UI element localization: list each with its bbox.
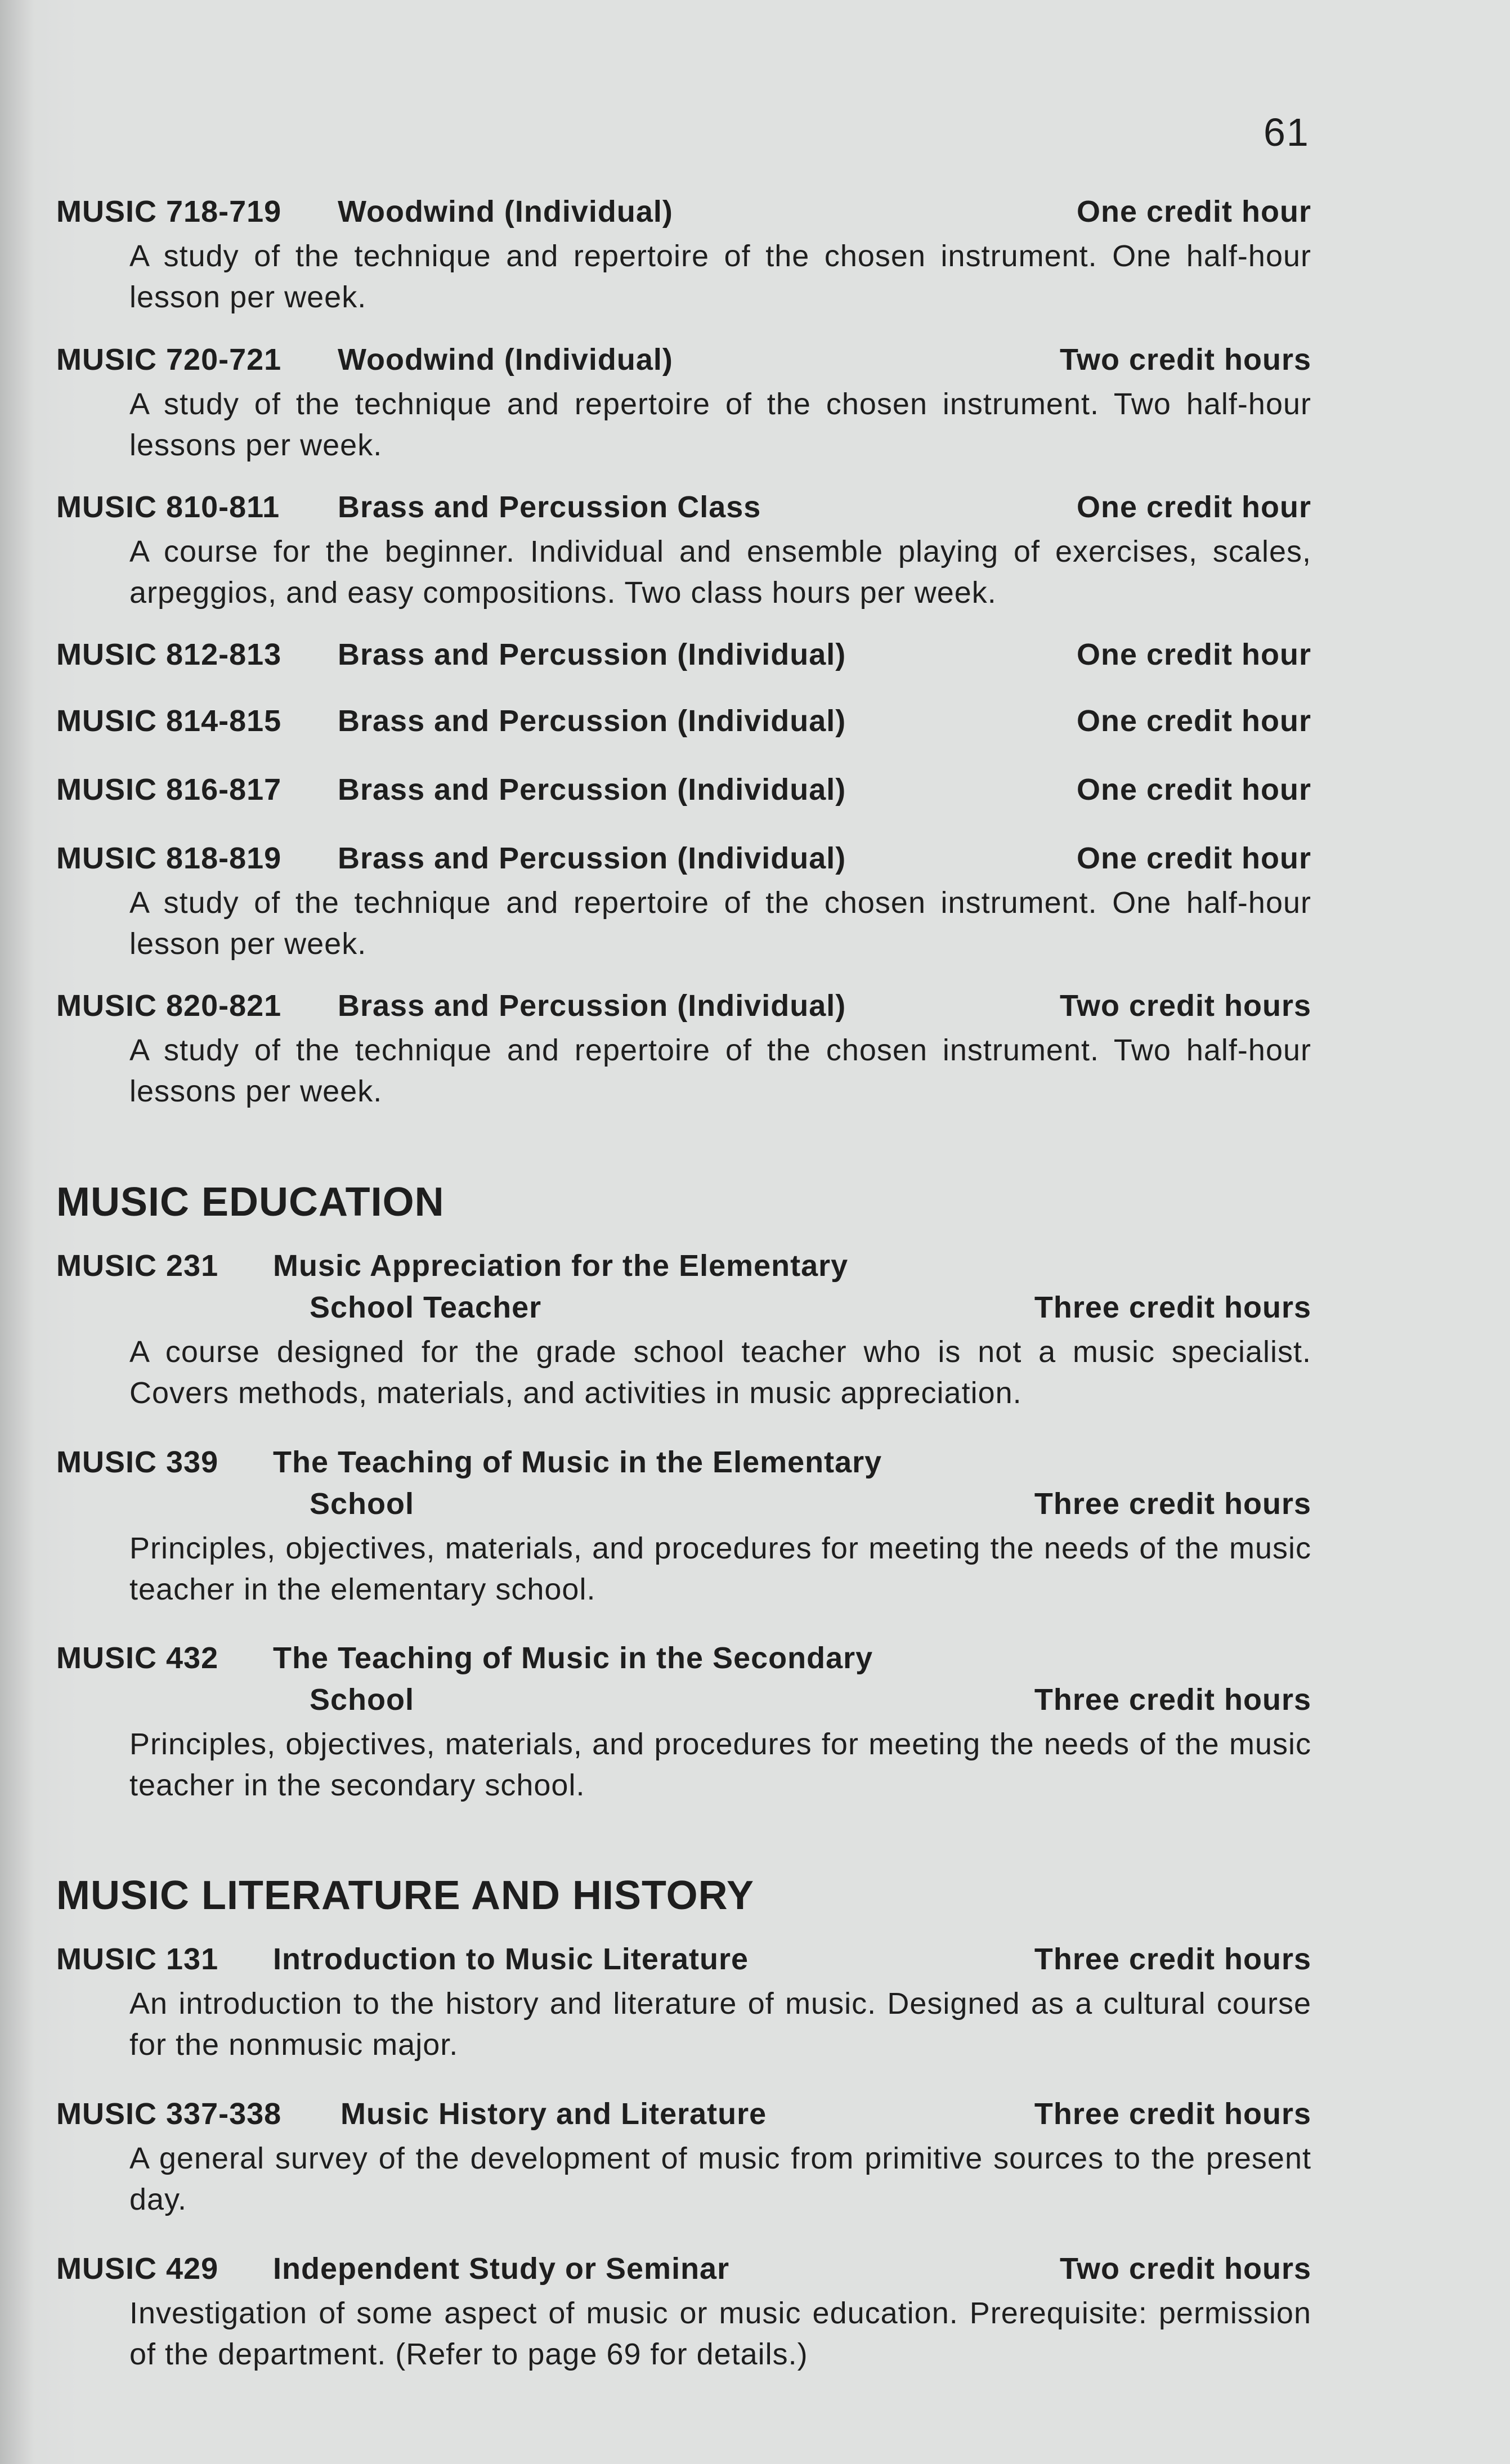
course-heading (56, 490, 1311, 531)
course-description: Investigation of some aspect of music or music education. Prerequisite: permission of the department. (Refer to page 69 for details.) (129, 2296, 1311, 2371)
course-credits: Three credit hours (1034, 2097, 1311, 2131)
course-credits: Two credit hours (1059, 2252, 1311, 2286)
course-code: MUSIC 818-819 (56, 841, 282, 875)
course-name-continued: School (310, 1487, 415, 1521)
course-entry (56, 1248, 1311, 1414)
course-entry (56, 490, 1311, 613)
course-heading (56, 1445, 1311, 1486)
course-credits: One credit hour (1076, 490, 1311, 524)
course-name: Brass and Percussion (Individual) (338, 638, 846, 671)
course-name: Brass and Percussion (Individual) (338, 841, 846, 875)
page-number: 61 (1263, 110, 1310, 154)
course-credits: One credit hour (1076, 841, 1311, 875)
section-title-music-literature: MUSIC LITERATURE AND HISTORY (56, 1873, 755, 1918)
course-credits: One credit hour (1076, 638, 1311, 671)
course-heading-line2 (56, 1486, 1311, 1528)
course-name: Woodwind (Individual) (338, 343, 673, 377)
course-entry (56, 1445, 1311, 1610)
course-heading (56, 772, 1311, 814)
course-description: Principles, objectives, materials, and procedures for meeting the needs of the music teacher in the elementary school. (129, 1531, 1311, 1606)
course-name: Introduction to Music Literature (273, 1942, 749, 1976)
course-code: MUSIC 816-817 (56, 773, 282, 807)
course-entry (56, 704, 1311, 745)
course-entry (56, 637, 1311, 679)
course-credits: Three credit hours (1034, 1942, 1311, 1976)
course-name: Brass and Percussion (Individual) (338, 773, 846, 807)
course-entry (56, 194, 1311, 318)
course-description: A general survey of the development of music from primitive sources to the present day. (129, 2142, 1311, 2216)
course-entry (56, 988, 1311, 1112)
course-heading (56, 1248, 1311, 1290)
course-heading (56, 988, 1311, 1030)
course-code: MUSIC 131 (56, 1942, 219, 1976)
course-heading-line2 (56, 1682, 1311, 1724)
course-heading (56, 2251, 1311, 2293)
course-heading-line2 (56, 1290, 1311, 1332)
course-heading (56, 194, 1311, 236)
course-name: Brass and Percussion Class (338, 490, 761, 524)
course-name-continued: School Teacher (310, 1291, 542, 1324)
course-name: Brass and Percussion (Individual) (338, 989, 846, 1023)
course-credits: Two credit hours (1059, 989, 1311, 1023)
course-name: The Teaching of Music in the Elementary (273, 1445, 882, 1479)
section-title-music-education: MUSIC EDUCATION (56, 1180, 445, 1225)
course-code: MUSIC 339 (56, 1445, 219, 1479)
course-description: A course for the beginner. Individual and ensemble playing of exercises, scales, arpeggios, and easy compositions. Two class hours per week. (129, 535, 1311, 610)
course-heading (56, 1942, 1311, 1983)
course-entry (56, 2251, 1311, 2375)
course-entry (56, 1942, 1311, 2066)
course-credits: Three credit hours (1034, 1683, 1311, 1717)
course-code: MUSIC 718-719 (56, 195, 282, 229)
course-description: An introduction to the history and literature of music. Designed as a cultural course for the nonmusic major. (129, 1987, 1311, 2062)
course-name: Brass and Percussion (Individual) (338, 704, 846, 738)
course-entry (56, 841, 1311, 965)
course-code: MUSIC 432 (56, 1641, 219, 1675)
course-code: MUSIC 812-813 (56, 638, 282, 671)
course-credits: One credit hour (1076, 773, 1311, 807)
course-heading (56, 342, 1311, 384)
course-name: The Teaching of Music in the Secondary (273, 1641, 873, 1675)
course-description: A study of the technique and repertoire of the chosen instrument. Two half-hour lessons per week. (129, 387, 1311, 462)
course-heading (56, 1641, 1311, 1682)
course-code: MUSIC 810-811 (56, 490, 280, 524)
course-entry (56, 342, 1311, 466)
course-description: A study of the technique and repertoire of the chosen instrument. One half-hour lesson per week. (129, 886, 1311, 961)
course-code: MUSIC 814-815 (56, 704, 282, 738)
course-credits: Three credit hours (1034, 1291, 1311, 1324)
course-name: Woodwind (Individual) (338, 195, 673, 229)
course-code: MUSIC 337-338 (56, 2097, 282, 2131)
course-credits: One credit hour (1076, 704, 1311, 738)
course-heading (56, 841, 1311, 882)
course-entry (56, 772, 1311, 814)
course-name: Music Appreciation for the Elementary (273, 1249, 849, 1283)
course-entry (56, 2096, 1311, 2220)
course-code: MUSIC 720-721 (56, 343, 282, 377)
course-heading (56, 704, 1311, 745)
course-heading (56, 637, 1311, 679)
course-entry (56, 1641, 1311, 1806)
course-name-continued: School (310, 1683, 415, 1717)
course-name: Music History and Literature (340, 2097, 767, 2131)
course-credits: One credit hour (1076, 195, 1311, 229)
course-credits: Three credit hours (1034, 1487, 1311, 1521)
course-code: MUSIC 231 (56, 1249, 219, 1283)
course-description: Principles, objectives, materials, and procedures for meeting the needs of the music teacher in the secondary school. (129, 1727, 1311, 1802)
course-heading (56, 2096, 1311, 2138)
course-description: A study of the technique and repertoire of the chosen instrument. Two half-hour lessons per week. (129, 1033, 1311, 1108)
course-name: Independent Study or Seminar (273, 2252, 730, 2286)
course-code: MUSIC 820-821 (56, 989, 282, 1023)
course-description: A study of the technique and repertoire of the chosen instrument. One half-hour lesson per week. (129, 239, 1311, 314)
course-code: MUSIC 429 (56, 2252, 219, 2286)
course-credits: Two credit hours (1059, 343, 1311, 377)
course-description: A course designed for the grade school teacher who is not a music specialist. Covers methods, materials, and activities in music appreciation. (129, 1335, 1311, 1410)
